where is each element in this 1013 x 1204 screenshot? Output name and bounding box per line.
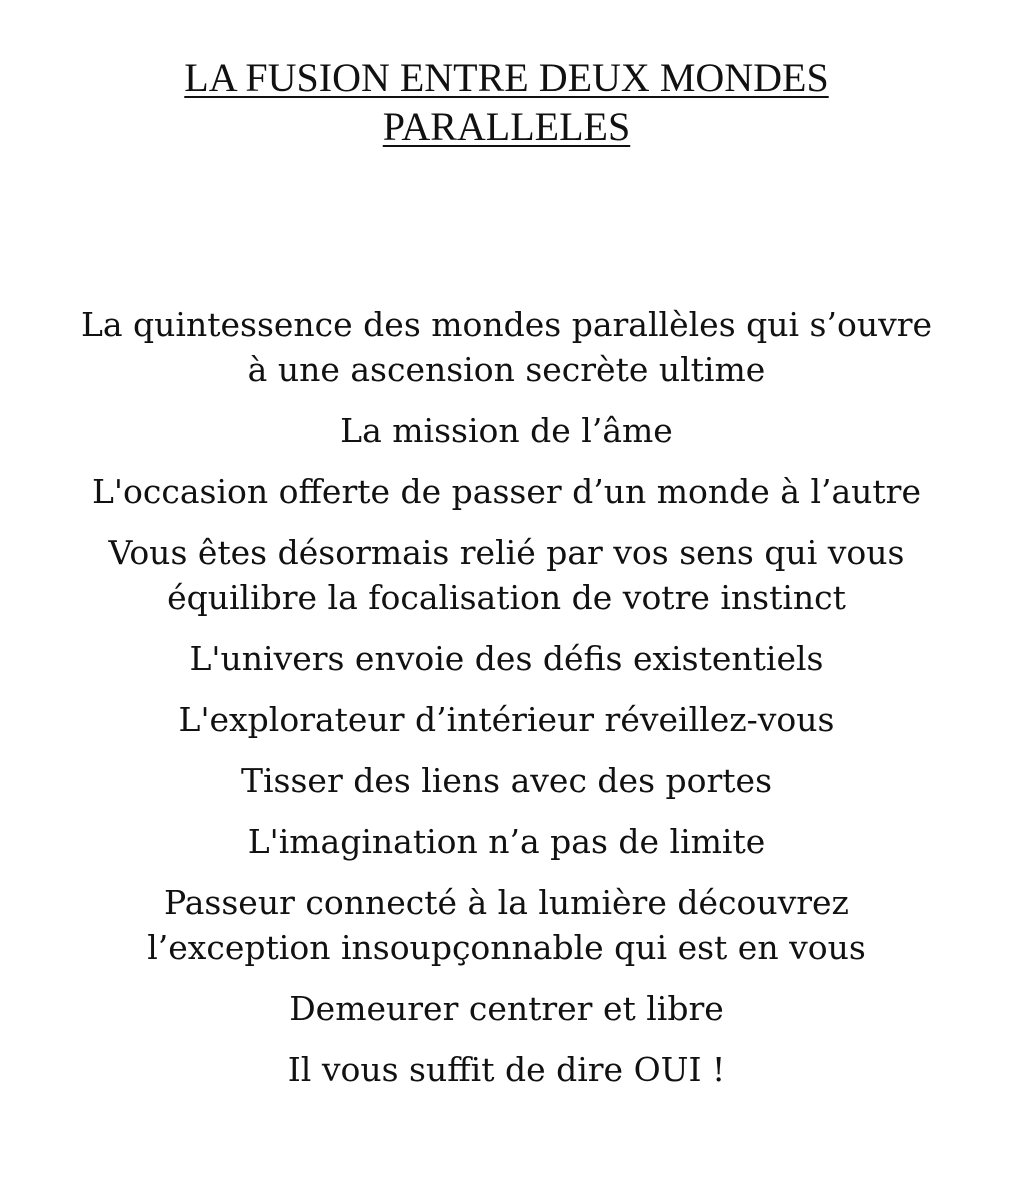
poem-line: La quintessence des mondes parallèles qui s’ouvre [80, 305, 933, 344]
poem-paragraph [0, 697, 1013, 742]
poem-line: à une ascension secrète ultime [247, 350, 766, 389]
poem-paragraph [0, 1047, 1013, 1092]
poem-paragraph [0, 302, 1013, 392]
poem-body [0, 302, 1013, 1108]
poem-paragraph [0, 986, 1013, 1031]
poem-paragraph [0, 636, 1013, 681]
poem-paragraph [0, 758, 1013, 803]
poem-line: l’exception insoupçonnable qui est en vous [147, 928, 866, 967]
poem-line: Tisser des liens avec des portes [240, 761, 772, 800]
poem-line: La mission de l’âme [340, 411, 673, 450]
poem-paragraph [0, 880, 1013, 970]
poem-line: L'occasion offerte de passer d’un monde à l’autre [92, 472, 921, 511]
poem-line: Demeurer centrer et libre [289, 989, 724, 1028]
poem-line: Passeur connecté à la lumière découvrez [164, 883, 849, 922]
poem-paragraph [0, 408, 1013, 453]
title-line-2: PARALLELES [382, 104, 631, 149]
poem-line: L'imagination n’a pas de limite [247, 822, 766, 861]
poem-line: équilibre la focalisation de votre instinct [167, 578, 846, 617]
poem-paragraph [0, 469, 1013, 514]
poem-line: L'explorateur d’intérieur réveillez-vous [178, 700, 835, 739]
poem-line: Vous êtes désormais relié par vos sens qui vous [108, 533, 905, 572]
poem-line: Il vous suffit de dire OUI ! [287, 1050, 726, 1089]
document-title [0, 53, 1013, 151]
poem-line: L'univers envoie des défis existentiels [189, 639, 824, 678]
title-line-1: LA FUSION ENTRE DEUX MONDES [184, 55, 829, 100]
poem-paragraph [0, 530, 1013, 620]
poem-paragraph [0, 819, 1013, 864]
